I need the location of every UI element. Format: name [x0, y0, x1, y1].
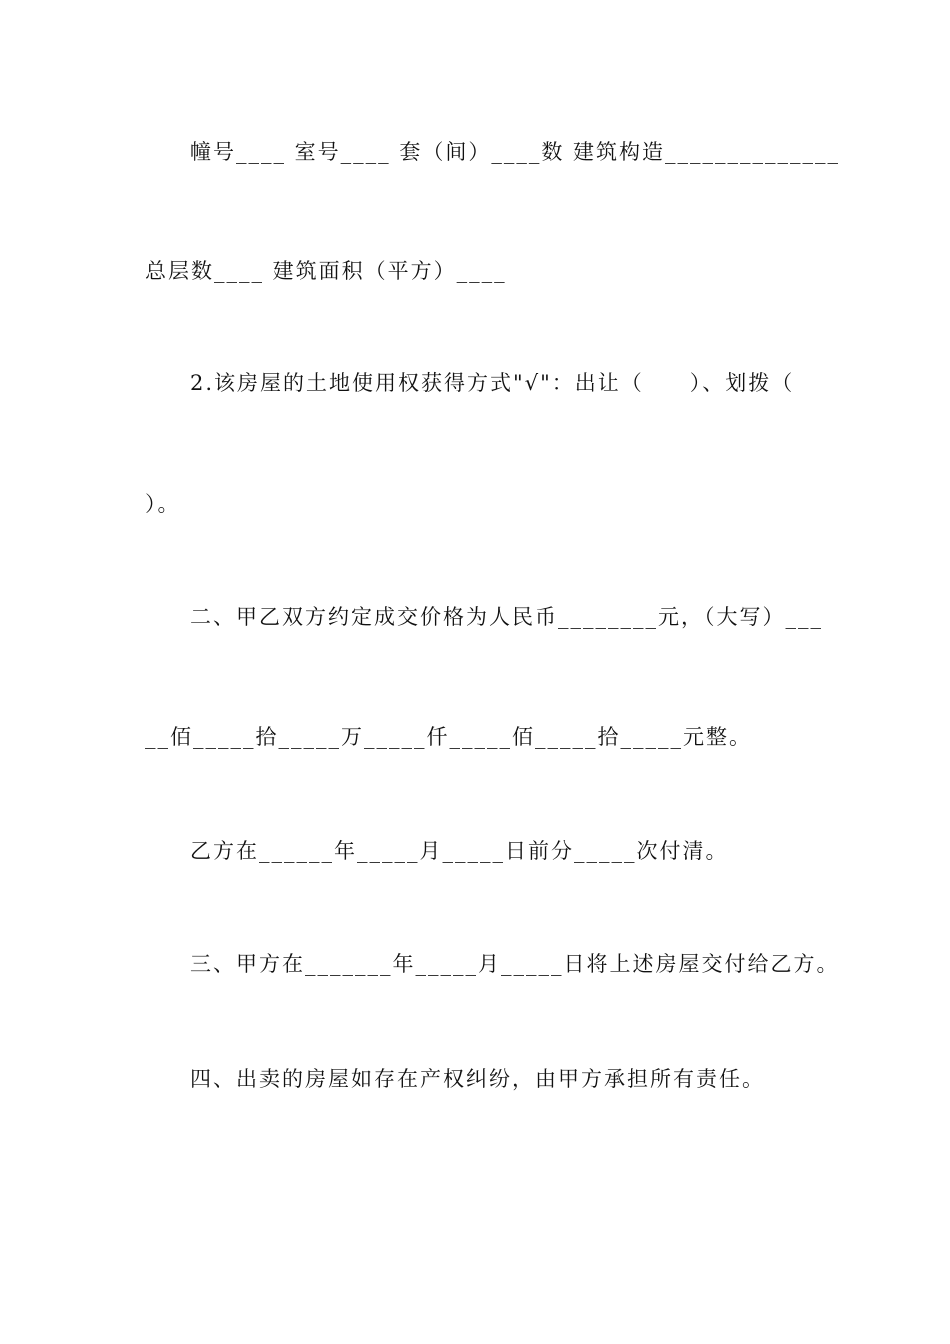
building-info-line: 幢号____ 室号____ 套（间）____数 建筑构造______________: [190, 140, 841, 164]
floor-area-line: 总层数____ 建筑面积（平方）____: [145, 259, 507, 283]
price-amount-line: __佰_____拾_____万_____仟_____佰_____拾_____元整。: [145, 725, 752, 749]
land-use-line: 2.该房屋的土地使用权获得方式"√"：出让（ ）、划拨（: [190, 371, 795, 395]
payment-clause-line: 乙方在______年_____月_____日前分_____次付清。: [190, 839, 729, 863]
price-clause-line: 二、甲乙双方约定成交价格为人民币________元，（大写）___: [190, 605, 823, 629]
delivery-clause-line: 三、甲方在_______年_____月_____日将上述房屋交付给乙方。: [190, 952, 840, 976]
dispute-clause-line: 四、出卖的房屋如存在产权纠纷，由甲方承担所有责任。: [190, 1067, 765, 1091]
land-use-line-end: ）。: [145, 492, 181, 516]
